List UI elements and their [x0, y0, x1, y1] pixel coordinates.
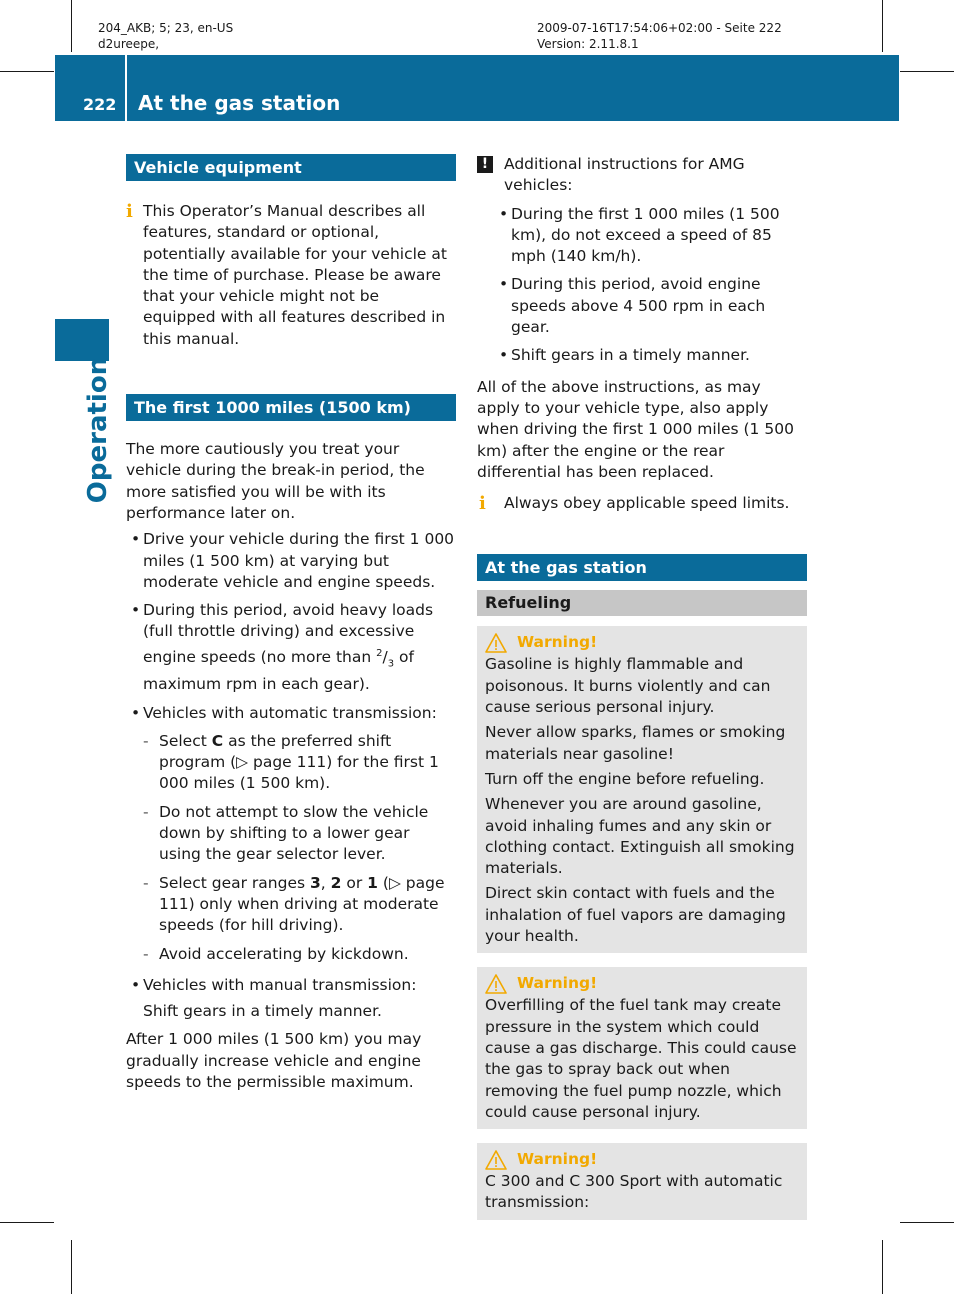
warning-paragraph: Overfilling of the fuel tank may create pressure in the system which could cause a gas discharge. This could cause the gas to spray back out when removing the fuel pump nozzle, which could cause personal injury. — [485, 996, 797, 1121]
warning-title-text: Warning! — [517, 974, 598, 993]
amg-paragraph: All of the above instructions, as may apply to your vehicle type, also apply when driving the first 1 000 miles (1 500 km) after the engine or the rear differential has been replaced. — [477, 377, 794, 481]
info-note — [477, 493, 807, 514]
warning-box — [477, 967, 807, 1129]
sub-list-text: , — [320, 873, 331, 892]
section-heading-first-miles: The first 1000 miles (1500 km) — [126, 394, 456, 421]
intro-paragraph: The more cautiously you treat your vehicle during the break-in period, the more satisfied you will be with its performance later on. — [126, 440, 425, 522]
warning-paragraph: Direct skin contact with fuels and the inhalation of fuel vapors are damaging your health. — [485, 884, 786, 946]
fraction-numerator: 2 — [376, 647, 383, 659]
sub-list-item — [126, 731, 456, 795]
print-meta-left — [98, 20, 233, 52]
page-number: 222 — [83, 95, 117, 114]
info-text: This Operator’s Manual describes all features, standard or optional, potentially available for your vehicle at the time of purchase. Please be aware that your vehicle might not be equipped with all features described in this manual. — [143, 202, 447, 348]
sub-list-item — [126, 873, 456, 937]
sub-list-text: Select — [159, 731, 212, 750]
closing-paragraph: After 1 000 miles (1 500 km) you may gradually increase vehicle and engine speeds to the permissible maximum. — [126, 1030, 422, 1092]
crop-mark — [900, 71, 954, 72]
sub-list-text: Select gear ranges — [159, 873, 310, 892]
timestamp: 2009-07-16T17:54:06+02:00 - Seite 222 — [537, 21, 782, 35]
list-item-text: of maximum rpm in each gear). — [143, 647, 414, 694]
info-icon: i — [126, 201, 133, 222]
info-text: Always obey applicable speed limits. — [504, 494, 790, 513]
list-item: • Drive your vehicle during the first 1 000 miles (1 500 km) at varying but moderate vehicle and engine speeds. — [126, 529, 456, 593]
sub-list-text: as the preferred shift program (▷ page 111) for the first 1 000 miles (1 500 km). — [159, 731, 439, 793]
list-item: • Vehicles with manual transmission: — [126, 975, 456, 996]
section-label: Operation — [83, 356, 113, 504]
warning-triangle-icon — [485, 633, 507, 653]
section-tab — [55, 319, 109, 361]
list-item-text: During this period, avoid heavy loads (full throttle driving) and excessive engine speeds (no more than — [143, 601, 434, 666]
list-item: • During this period, avoid engine speeds above 4 500 rpm in each gear. — [494, 274, 807, 338]
sub-list-text: (▷ page 111) only when driving at moderate speeds (for hill driving). — [159, 873, 445, 935]
warning-paragraph: C 300 and C 300 Sport with automatic transmission: — [485, 1172, 783, 1212]
crop-mark — [71, 0, 72, 52]
warning-paragraph: Turn off the engine before refueling. — [485, 769, 765, 788]
fraction-slash: / — [382, 647, 388, 666]
left-column — [126, 154, 456, 1093]
section-heading-vehicle-equipment: Vehicle equipment — [126, 154, 456, 181]
doc-code: 204_AKB; 5; 23, en-US — [98, 21, 234, 35]
section-heading-gas-station: At the gas station — [477, 554, 807, 581]
info-note — [126, 201, 456, 350]
list-item: • During the first 1 000 miles (1 500 km), do not exceed a speed of 85 mph (140 km/h). — [494, 204, 807, 268]
subheading-refueling: Refueling — [477, 590, 807, 616]
crop-mark — [882, 1240, 883, 1294]
crop-mark — [882, 0, 883, 52]
warning-title — [485, 971, 799, 995]
crop-mark — [71, 1240, 72, 1294]
crop-mark — [900, 1222, 954, 1223]
list-item — [126, 600, 456, 695]
warning-box — [477, 1143, 807, 1220]
list-item-continuation: Shift gears in a timely manner. — [143, 1002, 382, 1021]
sub-list-item: - Avoid accelerating by kickdown. — [126, 944, 456, 965]
print-meta-right — [537, 20, 782, 52]
author: d2ureepe, — [98, 37, 160, 51]
warning-triangle-icon — [485, 974, 507, 994]
amg-intro: Additional instructions for AMG vehicles: — [504, 155, 745, 195]
warning-triangle-icon — [485, 1150, 507, 1170]
crop-mark — [0, 71, 54, 72]
warning-paragraph: Gasoline is highly flammable and poisonous. It burns violently and can cause serious personal injury. — [485, 655, 771, 717]
warning-box — [477, 626, 807, 953]
page-title: At the gas station — [138, 91, 341, 115]
info-icon: i — [479, 493, 486, 515]
sub-list-text: or — [341, 873, 368, 892]
warning-paragraph: Never allow sparks, flames or smoking materials near gasoline! — [485, 723, 786, 763]
warning-title-text: Warning! — [517, 1150, 598, 1169]
warning-paragraph: Whenever you are around gasoline, avoid inhaling fumes and any skin or clothing contact. Extinguish all smoking materials. — [485, 795, 795, 878]
warning-title — [485, 630, 799, 654]
version: Version: 2.11.8.1 — [537, 37, 639, 51]
exclamation-icon: ! — [477, 156, 493, 173]
list-item: • Vehicles with automatic transmission: — [126, 703, 456, 724]
amg-note — [477, 154, 807, 197]
right-column — [477, 154, 807, 1220]
gear-number: 3 — [310, 873, 321, 892]
gear-number: 2 — [330, 873, 342, 892]
warning-title-text: Warning! — [517, 633, 598, 652]
crop-mark — [0, 1222, 54, 1223]
program-letter: C — [211, 731, 224, 750]
fraction-denominator: 3 — [387, 658, 395, 669]
list-item: • Shift gears in a timely manner. — [494, 345, 807, 366]
header-divider — [125, 55, 127, 121]
gear-number: 1 — [367, 873, 378, 892]
sub-list-item: - Do not attempt to slow the vehicle down by shifting to a lower gear using the gear selector lever. — [126, 802, 456, 866]
warning-title — [485, 1147, 799, 1171]
